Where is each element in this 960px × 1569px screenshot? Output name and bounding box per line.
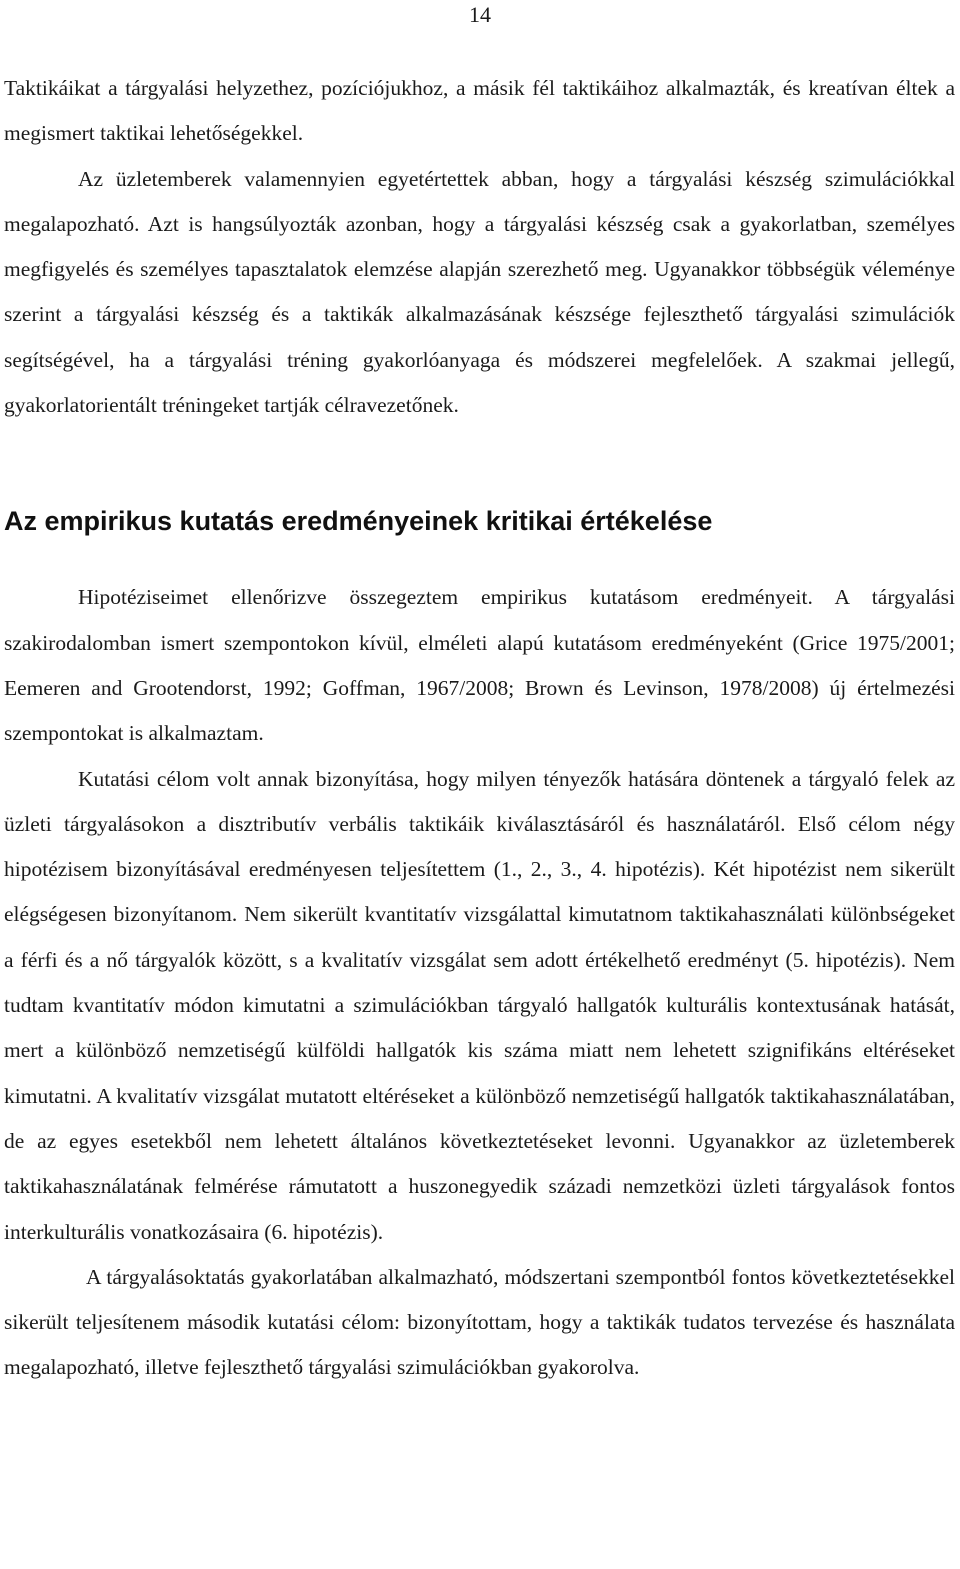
page-number: 14 [469,2,491,27]
document-body [4,66,955,1391]
paragraph-intro-1: Taktikáikat a tárgyalási helyzethez, pozíciójukhoz, a másik fél taktikáihoz alkalmazták, és kreatívan éltek a megismert taktikai lehetőségekkel. [4,76,955,146]
paragraph-section-3: A tárgyalásoktatás gyakorlatában alkalmazható, módszertani szempontból fontos következtetésekkel sikerült teljesítenem második kutatási célom: bizonyítottam, hogy a taktikák tudatos tervezése és használata megalapozható, illetve fejleszthető tárgyalási szimulációkban gyakorolva. [4,1264,955,1380]
paragraph-section-1: Hipotéziseimet ellenőrizve összegeztem empirikus kutatásom eredményeit. A tárgyalási szakirodalomban ismert szempontokon kívül, elméleti alapú kutatásom eredményeként (Grice 1975/2001; Eemeren and Grootendorst, 1992; Goffman, 1967/2008; Brown és Levinson, 1978/2008) új értelmezési szempontokat is alkalmaztam. [4,585,955,746]
section-heading: Az empirikus kutatás eredményeinek kritikai értékelése [4,506,713,537]
paragraph-section-2: Kutatási célom volt annak bizonyítása, hogy milyen tényezők hatására döntenek a tárgyaló felek az üzleti tárgyalásokon a disztributív verbális taktikáik kiválasztásáról és használatáról. Első célom négy hipotézisem bizonyításával eredményesen teljesítettem (1., 2., 3., 4. hipotézis). Két hipotézist nem sikerült elégségesen bizonyítanom. Nem sikerült kvantitatív vizsgálattal kimutatnom taktikahasználati különbségeket a férfi és a nő tárgyalók között, s a kvalitatív vizsgálat sem adott értékelhető eredményt (5. hipotézis). Nem tudtam kvantitatív módon kimutatni a szimulációkban tárgyaló hallgatók kulturális kontextusának hatását, mert a különböző nemzetiségű külföldi hallgatók kis száma miatt nem lehetett szignifikáns eltéréseket kimutatni. A kvalitatív vizsgálat mutatott eltéréseket a különböző nemzetiségű hallgatók taktikahasználatában, de az egyes esetekből nem lehetett általános következtetéseket levonni. Ugyanakkor az üzletemberek taktikahasználatának felmérése rámutatott a huszonegyedik századi nemzetközi üzleti tárgyalások fontos interkulturális vonatkozásaira (6. hipotézis). [4,766,955,1244]
paragraph-intro-2: Az üzletemberek valamennyien egyetértettek abban, hogy a tárgyalási készség szimulációkkal megalapozható. Azt is hangsúlyozták azonban, hogy a tárgyalási készség csak a gyakorlatban, személyes megfigyelés és személyes tapasztalatok elemzése alapján szerezhető meg. Ugyanakkor többségük véleménye szerint a tárgyalási készség és a taktikák alkalmazásának készsége fejleszthető tárgyalási szimulációk segítségével, ha a tárgyalási tréning gyakorlóanyaga és módszerei megfelelőek. A szakmai jellegű, gyakorlatorientált tréningeket tartják célravezetőnek. [4,166,955,418]
